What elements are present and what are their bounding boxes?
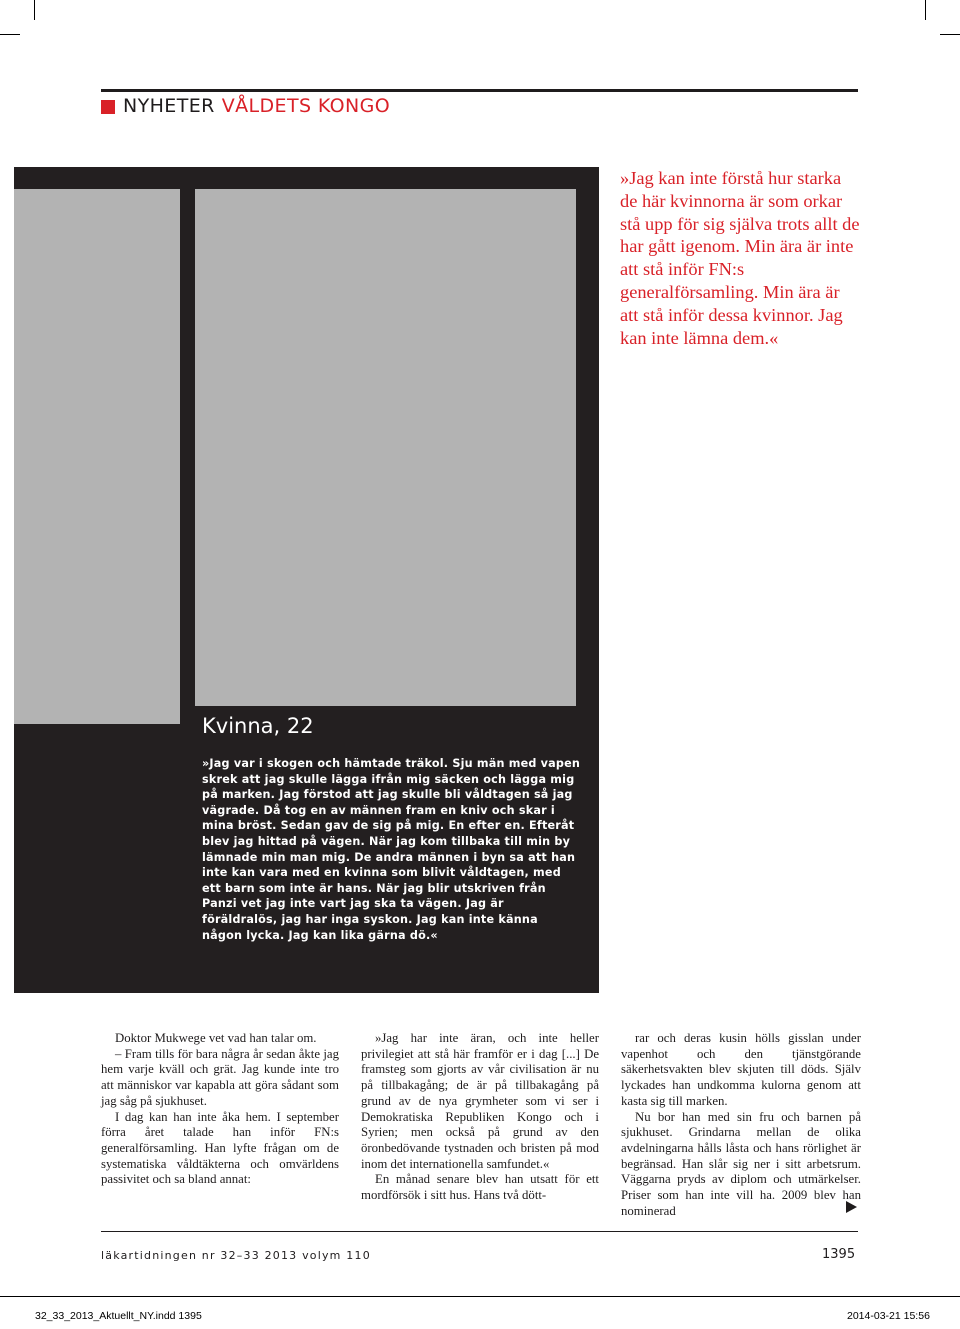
paragraph: En månad senare blev han utsatt för ett mordförsök i sitt hus. Hans två dött- xyxy=(361,1172,599,1203)
photo-placeholder-right xyxy=(195,189,576,706)
body-column-3 xyxy=(621,1031,861,1219)
paragraph: I dag kan han inte åka hem. I september förra året talade han inför FN:s generalförsamling. Han lyfte frågan om de systematiska våldtäkterna och omvärldens passivitet och sa bland annat: xyxy=(101,1109,339,1187)
header-rule xyxy=(101,89,858,92)
section-label: NYHETER xyxy=(123,95,215,117)
photo-placeholder-left xyxy=(14,189,180,724)
body-column-1 xyxy=(101,1031,339,1188)
footer-rule xyxy=(101,1231,858,1232)
paragraph: Doktor Mukwege vet vad han talar om. xyxy=(115,1031,317,1045)
section-header xyxy=(101,95,390,117)
continue-arrow-icon xyxy=(846,1201,857,1213)
paragraph: »Jag har inte äran, och inte heller privilegiet att stå här framför er i dag [...] De framsteg som gjorts av vår civilisation är nu på tillbakagång; de är på tillbakagång på grund av de nya grymheter som vi ser i Demokratiska Republiken Kongo och i Syrien; men också på grund av den öronbedövande tystnaden och bristen på mod inom det internationella samfundet.« xyxy=(361,1031,599,1171)
crop-mark xyxy=(0,34,20,35)
crop-mark xyxy=(940,34,960,35)
crop-mark xyxy=(34,0,35,20)
section-marker xyxy=(101,100,115,114)
slug-rule xyxy=(0,1296,960,1297)
paragraph: Nu bor han med sin fru och barnen på sjukhuset. Grindarna mellan de olika avdelningarna hålls låsta och hans rörlighet är begränsad. Han slår sig ner i sitt arbetsrum. Väggarna pryds av diplom och utmärkelser. Priser som han inte vill ha. 2009 blev han nominerad xyxy=(621,1109,861,1218)
slug-filename: 32_33_2013_Aktuellt_NY.indd 1395 xyxy=(35,1310,202,1322)
body-column-2 xyxy=(361,1031,599,1204)
paragraph: – Fram tills för bara några år sedan åkte jag hem varje kväll och grät. Jag kunde inte tro att människor var kapabla att göra sådant som jag såg på sjukhuset. xyxy=(101,1046,339,1108)
footer-page-number: 1395 xyxy=(822,1247,856,1262)
victim-title: Kvinna, 22 xyxy=(202,714,314,738)
crop-mark xyxy=(925,0,926,20)
footer-publication: läkartidningen nr 32–33 2013 volym 110 xyxy=(101,1249,371,1262)
section-topic: VÅLDETS KONGO xyxy=(221,95,391,117)
victim-testimony-panel xyxy=(14,167,599,993)
pull-quote: »Jag kan inte förstå hur starka de här kvinnorna är som orkar stå upp för sig själva trots allt de har gått igenom. Min ära är inte att stå inför FN:s generalförsamling. Min ära är att stå inför dessa kvinnor. Jag kan inte lämna dem.« xyxy=(620,168,860,348)
paragraph: rar och deras kusin hölls gisslan under vapenhot och den tjänstgörande säkerhetsvakten blev skjuten till döds. Själv lyckades han undkomma kulorna genom att kasta sig till marken. xyxy=(621,1031,861,1108)
victim-quote: »Jag var i skogen och hämtade träkol. Sju män med vapen skrek att jag skulle lägga ifrån mig säcken och lägga mig på marken. Jag förstod att jag skulle bli våldtagen så jag vägrade. Då tog en av männen fram en kniv och skar i mina bröst. Sedan gav de sig på mig. En efter en. Efteråt blev jag hittad på vägen. När jag kom tillbaka till min by lämnade min man mig. De andra männen i byn sa att han inte kan vara med en kvinna som blivit våldtagen, med ett barn som inte är hans. När jag blir utskriven från Panzi vet jag inte vart jag ska ta vägen. Jag är föräldralös, jag har inga syskon. Jag kan inte känna någon lycka. Jag kan lika gärna dö.« xyxy=(202,757,581,942)
slug-timestamp: 2014-03-21 15:56 xyxy=(847,1310,930,1322)
